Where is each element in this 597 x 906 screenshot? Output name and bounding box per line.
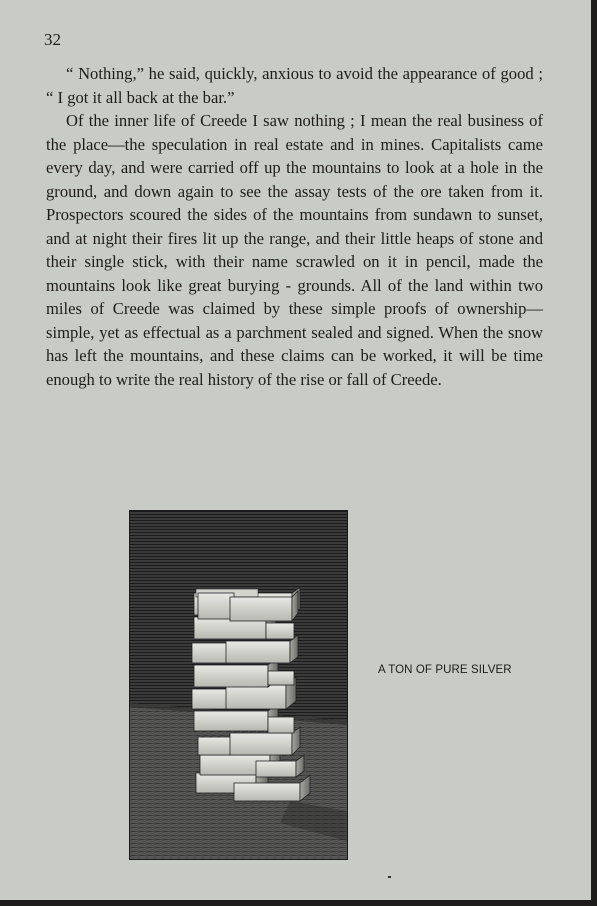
body-text bbox=[46, 62, 543, 391]
paragraph-1: “ Nothing,” he said, quickly, anxious to avoid the appearance of good ; “ I got it all back at the bar.” bbox=[46, 64, 543, 107]
bar-stack bbox=[192, 587, 310, 801]
silver-bars-illustration bbox=[129, 510, 348, 860]
page-number: 32 bbox=[44, 30, 61, 49]
print-speck bbox=[388, 876, 391, 878]
paragraph-2: Of the inner life of Creede I saw nothing ; I mean the real business of the place—the speculation in real estate and in mines. Capitalists came every day, and were carried off up the mountains to look at a hole in the ground, and down again to see the assay tests of the ore taken from it. Prospectors scoured the sides of the mountains from sundawn to sunset, and at night their fires lit up the range, and their little heaps of stone and their single stick, with their name scrawled on it in pencil, made the mountains look like great burying - grounds. All of the land within two miles of Creede was claimed by these simple proofs of ownership—simple, yet as effectual as a parchment sealed and signed. When the snow has left the mountains, and these claims can be worked, it will be time enough to write the real history of the rise or fall of Creede. bbox=[46, 111, 543, 389]
figure-caption: A TON OF PURE SILVER bbox=[378, 664, 512, 676]
